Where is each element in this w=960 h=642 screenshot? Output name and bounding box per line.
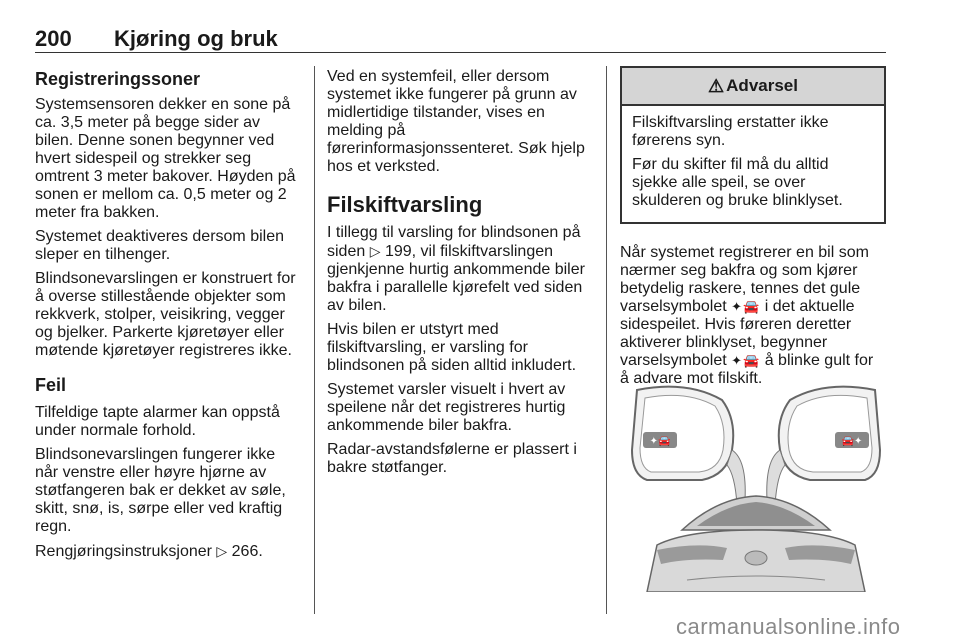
mirror-illustration xyxy=(627,380,885,592)
cleaning-instructions-text: Rengjøringsinstruksjoner xyxy=(35,543,212,560)
svg-text:✦🚘: ✦🚘 xyxy=(649,436,671,447)
paragraph: Systemet varsler visuelt i hvert av speilene når det registreres hurtig ankommende biler bakfra. xyxy=(327,381,566,434)
text-span: I tillegg til varsling for blindsonen på siden xyxy=(327,224,581,260)
svg-text:🚘✦: 🚘✦ xyxy=(841,436,863,447)
page-number: 200 xyxy=(35,26,72,51)
page-header xyxy=(35,26,886,53)
warning-title: Advarsel xyxy=(726,76,798,95)
page-reference-link[interactable]: 199, xyxy=(384,243,417,260)
text-span: vil filskiftvarslingen gjenkjenne hurtig ankommende biler bakfra i parallelle kjørefelt ved siden av bilen. xyxy=(327,243,585,314)
column-divider xyxy=(314,66,315,614)
paragraph: Før du skifter fil må du alltid sjekke alle speil, se over skulderen og bruke blinklyset. xyxy=(632,156,843,209)
paragraph: Blindsonevarslingen er konstruert for å overse stillestående objekter som rekkverk, stolper, veisikring, vegger og bjelker. Parkerte kjøretøyer eller møtende kjøretøyer registreres ikke. xyxy=(35,270,296,359)
paragraph xyxy=(35,542,300,561)
warning-box xyxy=(620,66,886,224)
car-rear xyxy=(647,496,865,592)
paragraph: Radar-avstandsfølerne er plassert i bakre støtfanger. xyxy=(327,441,577,476)
paragraph: Blindsonevarslingen fungerer ikke når venstre eller høyre hjørne av støtfangeren bak er dekket av søle, skitt, snø, is, sørpe eller ved kraftig regn. xyxy=(35,446,286,535)
paragraph: Tilfeldige tapte alarmer kan oppstå under normale forhold. xyxy=(35,404,280,439)
paragraph: Filskiftvarsling erstatter ikke førerens syn. xyxy=(632,114,829,149)
text-span: å blinke gult for å advare mot filskift. xyxy=(620,352,874,387)
reference-arrow-icon: ▷ xyxy=(216,543,228,559)
column-right xyxy=(620,66,886,394)
warning-body xyxy=(622,106,884,222)
heading-registration-zones: Registreringssoner xyxy=(35,69,201,89)
left-mirror xyxy=(632,387,745,505)
warning-triangle-icon: ⚠ xyxy=(708,76,725,96)
blind-spot-car-icon: ✦🚘 xyxy=(731,353,761,368)
page-title: Kjøring og bruk xyxy=(114,26,278,51)
text-span: Når systemet registrerer en bil som nærmer seg bakfra og som kjører betydelig raskere, tennes det gule varselsymbolet xyxy=(620,244,869,315)
paragraph: Ved en systemfeil, eller dersom systemet ikke fungerer på grunn av midlertidige tilstander, vises en melding på førerinformasjonssenteret. Søk hjelp hos et verksted. xyxy=(327,68,585,175)
heading-lane-change-alert: Filskiftvarsling xyxy=(327,192,483,217)
page-reference-link[interactable]: 266. xyxy=(231,543,263,560)
watermark: carmanualsonline.info xyxy=(676,614,901,639)
paragraph xyxy=(327,224,592,315)
column-middle xyxy=(327,68,592,483)
warning-header xyxy=(622,68,884,106)
column-left xyxy=(35,68,300,567)
reference-arrow-icon: ▷ xyxy=(369,243,381,259)
paragraph xyxy=(620,244,886,388)
text-span: i det aktuelle sidespeilet. Hvis føreren deretter aktiverer blinklyset, begynner varselsymbolet xyxy=(620,298,855,369)
column-divider xyxy=(606,66,607,614)
right-mirror xyxy=(767,387,880,505)
paragraph: Hvis bilen er utstyrt med filskiftvarsling, er varsling for blindsonen på siden alltid inkludert. xyxy=(327,321,577,374)
paragraph: Systemet deaktiveres dersom bilen sleper en tilhenger. xyxy=(35,228,284,263)
blind-spot-car-icon: ✦🚘 xyxy=(731,299,761,314)
heading-errors: Feil xyxy=(35,375,67,395)
paragraph: Systemsensoren dekker en sone på ca. 3,5 meter på begge sider av bilen. Denne sonen begynner ved hvert sidespeil og strekker seg omtrent 3 meter bakover. Høyden på sonen er mellom ca. 0,5 meter og 2 meter fra bakken. xyxy=(35,96,296,221)
